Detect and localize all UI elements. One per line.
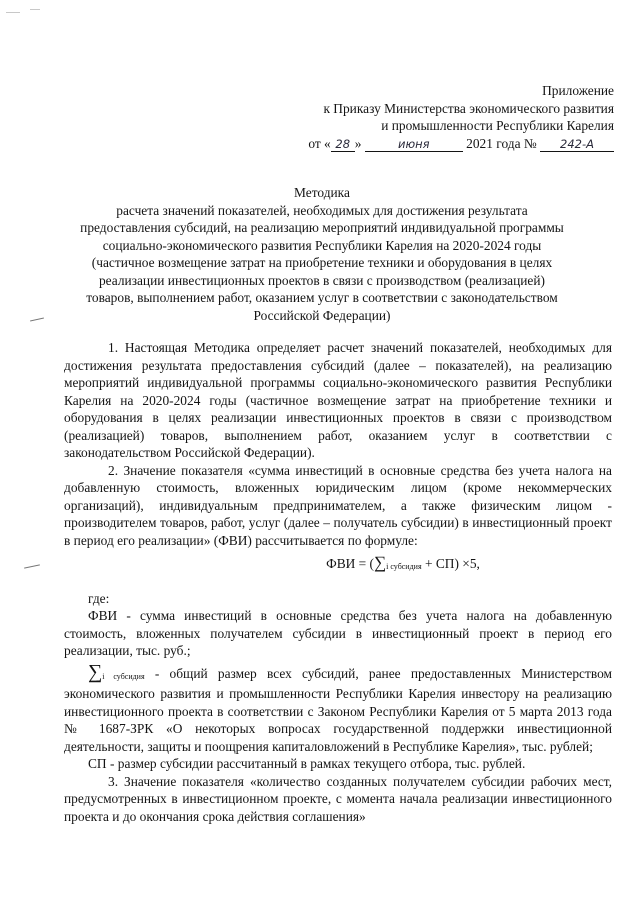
definition-sum-text: - общий размер всех субсидий, ранее предоставленных Министерством экономического развития и промышленности Республики Карелия инвестору на реализацию инвестиционного проекта в соответствии с Законом Республики Карелия от 5 марта 2013 года № 1687-ЗРК «О некоторых вопросах государственной поддержки инвестиционной деятельности, защиты и поощрения капиталовложений в Республике Карелия», тыс. рублей;	[64, 665, 612, 754]
annex-date-line	[234, 135, 614, 153]
paragraph-3: 3. Значение показателя «количество созданных получателем субсидии рабочих мест, предусмотренных в инвестиционном проекте, с момента начала реализации инвестиционного проекта и до окончания срока действия соглашения»	[64, 773, 612, 824]
document-body	[64, 339, 612, 825]
title-line: Российской Федерации)	[253, 307, 391, 323]
handwritten-day: 28	[331, 137, 355, 152]
date-mid: »	[354, 135, 362, 151]
margin-mark	[24, 564, 40, 568]
definition-sum-subscript: i субсидия	[102, 671, 145, 681]
title-line: (частичное возмещение затрат на приобретение техники и оборудования в целях	[91, 255, 553, 270]
formula-left: ФВИ = (	[326, 556, 374, 571]
title-line: предоставления субсидий, на реализацию мероприятий индивидуальной программы	[80, 220, 564, 235]
definition-sp: СП - размер субсидии рассчитанный в рамках текущего отбора, тыс. рублей.	[88, 756, 526, 771]
annex-line-2: и промышленности Республики Карелия	[381, 118, 614, 133]
scan-speck	[6, 12, 20, 13]
margin-mark	[30, 318, 44, 322]
paragraph-1: 1. Настоящая Методика определяет расчет значений показателей, необходимых для достижения результата предоставления субсидий (далее – показателей), на реализацию мероприятий индивидуальной программы социально-экономического развития Республики Карелия на 2020-2024 годы (частичное возмещение затрат на приобретение техники и оборудования в целях реализации инвестиционных проектов в связи с производством (реализацией) товаров, выполнением работ, оказанием услуг в соответствии с законодательством Российской Федерации).	[64, 340, 612, 460]
annex-header	[234, 82, 614, 152]
method-title	[44, 184, 600, 324]
formula	[64, 554, 612, 576]
title-line: товаров, выполнением работ, оказанием услуг в соответствии с законодательством	[86, 290, 558, 305]
title-line: расчета значений показателей, необходимых для достижения результата	[116, 202, 528, 218]
definition-sum	[64, 660, 612, 756]
annex-line-1: к Приказу Министерства экономического развития	[323, 100, 614, 116]
handwritten-month: июня	[365, 137, 463, 152]
formula-right: + СП) ×5,	[421, 556, 480, 571]
sum-icon: ∑	[374, 553, 387, 572]
date-prefix: от «	[308, 135, 331, 151]
scan-speck	[30, 9, 40, 10]
sum-icon: ∑	[88, 660, 103, 683]
handwritten-order-number: 242-А	[540, 137, 614, 152]
paragraph-2: 2. Значение показателя «сумма инвестиций в основные средства без учета налога на добавленную стоимость, вложенных юридическим лицом (кроме некоммерческих организаций), индивидуальным предпринимателем, а также физическим лицом - производителем товаров, работ, услуг (далее – получатель субсидии) в инвестиционный проект в период его реализации» (ФВИ) рассчитывается по формуле:	[64, 462, 612, 548]
where-label: где:	[88, 590, 110, 606]
definition-fvi: ФВИ - сумма инвестиций в основные средства без учета налога на добавленную стоимость, вложенных получателем субсидии в инвестиционный проект в период его реализации, тыс. руб.;	[64, 608, 612, 658]
formula-subscript: i субсидия	[386, 562, 422, 571]
title-line: реализации инвестиционных проектов в связи с производством (реализацией)	[98, 272, 545, 288]
annex-title: Приложение	[542, 83, 614, 98]
date-year: 2021 года №	[466, 135, 537, 151]
title-line: социально-экономического развития Республики Карелия на 2020-2024 годы	[102, 237, 542, 253]
title-line: Методика	[294, 185, 350, 200]
